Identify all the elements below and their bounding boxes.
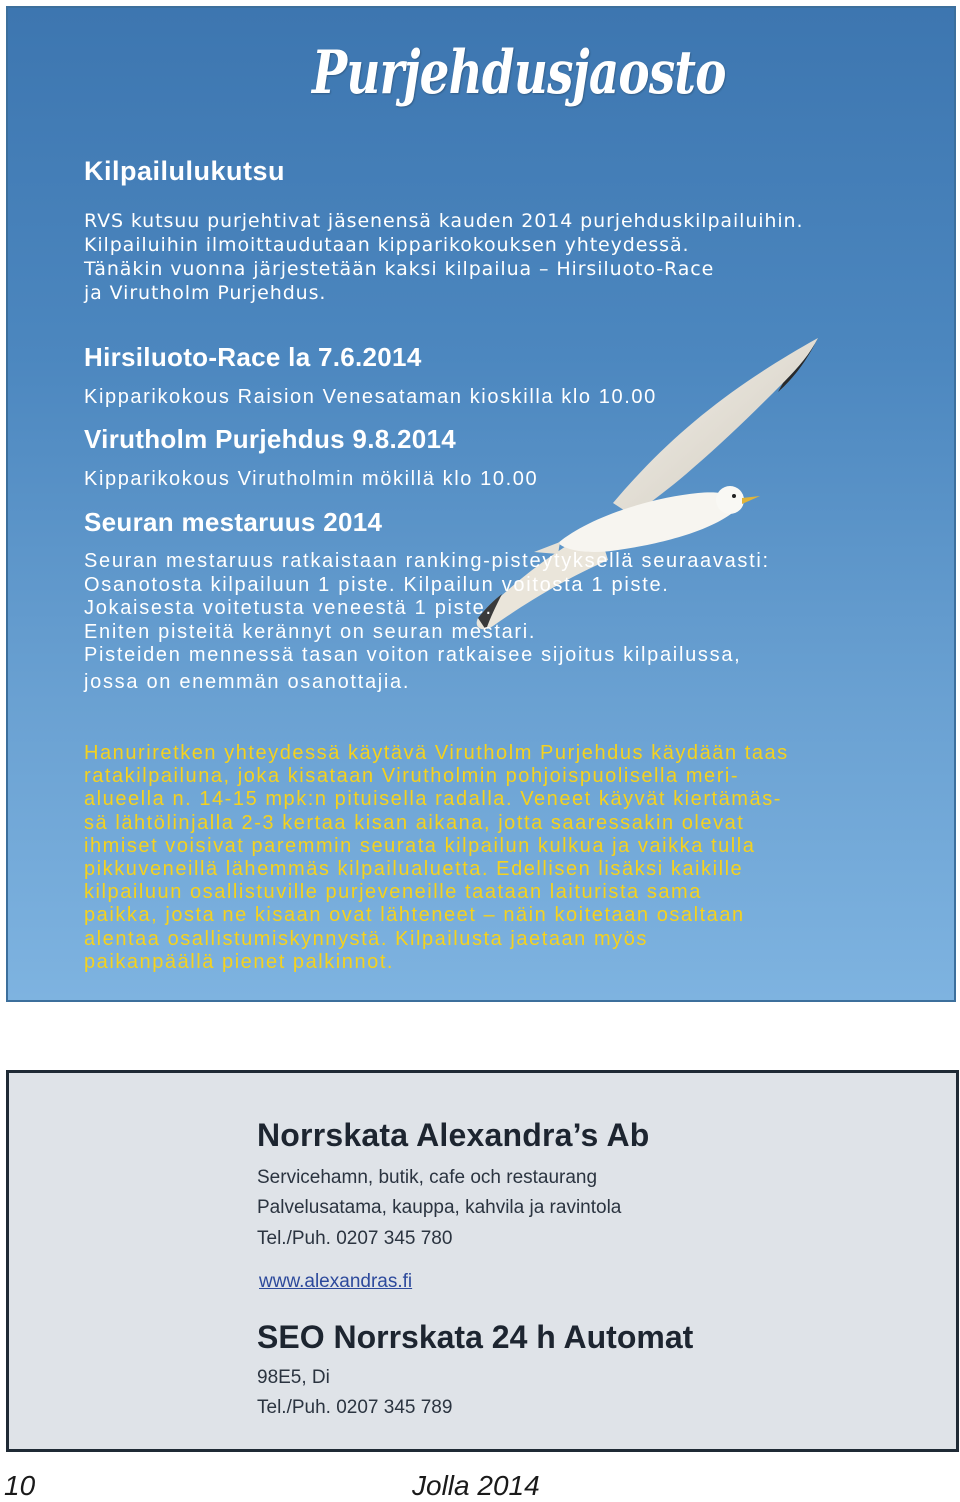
- info-line: sä lähtölinjalla 2-3 kertaa kisan aikana, jotta saaressakin olevat: [84, 811, 745, 834]
- info-line: kilpailuun osallistuville purjeveneille taataan laiturista sama: [84, 881, 702, 904]
- page-number: 10: [4, 1470, 36, 1501]
- race-subtitle-virutholm: Kipparikokous Virutholmin mökillä klo 10.00: [84, 468, 539, 490]
- ad-automat-phone: Tel./Puh. 0207 345 789: [257, 1397, 453, 1418]
- invitation-panel: [6, 6, 956, 1002]
- info-line: ihmiset voisivat paremmin seurata kilpailun kulkua ja vaikka tulla: [84, 834, 756, 857]
- publication-name: Jolla 2014: [412, 1470, 540, 1501]
- advertisement: [6, 1070, 959, 1452]
- mestaruus-line: Seuran mestaruus ratkaistaan ranking-pisteytyksellä seuraavasti:: [84, 550, 770, 572]
- intro-paragraph: [84, 209, 884, 305]
- mestaruus-line: Osanotosta kilpailuun 1 piste. Kilpailun voitosta 1 piste.: [84, 573, 670, 596]
- info-line: Hanuriretken yhteydessä käytävä Virutholm Purjehdus käydään taas: [84, 742, 789, 764]
- race-title-hirsiluoto: Hirsiluoto-Race la 7.6.2014: [84, 342, 422, 372]
- page-title: Purjehdusjaosto: [312, 38, 726, 108]
- info-line: alentaa osallistumiskynnystä. Kilpailusta jaetaan myös: [84, 927, 648, 950]
- info-line: pikkuveneillä lähemmäs kilpailualuetta. Edellisen lisäksi kaikille: [84, 858, 744, 881]
- ad-phone: Tel./Puh. 0207 345 780: [257, 1228, 453, 1249]
- ad-automat-name: SEO Norrskata 24 h Automat: [257, 1319, 694, 1355]
- race-title-mestaruus: Seuran mestaruus 2014: [84, 507, 383, 537]
- ad-fuel-types: 98E5, Di: [257, 1367, 330, 1388]
- info-line: paikanpäällä pienet palkinnot.: [84, 950, 395, 973]
- race-subtitle-hirsiluoto: Kipparikokous Raision Venesataman kioskilla klo 10.00: [84, 386, 657, 408]
- intro-line: Tänäkin vuonna järjestetään kaksi kilpailua – Hirsiluoto-Race: [84, 258, 715, 280]
- section-heading: Kilpailulukutsu: [84, 156, 286, 186]
- intro-line: Kilpailuihin ilmoittaudutaan kipparikokouksen yhteydessä.: [84, 234, 690, 256]
- mestaruus-line: Eniten pisteitä kerännyt on seuran mestari.: [84, 620, 537, 643]
- intro-line: ja Virutholm Purjehdus.: [84, 282, 327, 304]
- ad-services-fi: Palvelusatama, kauppa, kahvila ja ravintola: [257, 1197, 622, 1218]
- mestaruus-line: Jokaisesta voitetusta veneestä 1 piste.: [84, 597, 493, 619]
- mestaruus-line: Pisteiden mennessä tasan voiton ratkaisee sijoitus kilpailussa,: [84, 644, 742, 666]
- intro-line: RVS kutsuu purjehtivat jäsenensä kauden 2014 purjehduskilpailuihin.: [84, 210, 804, 232]
- ad-services-sv: Servicehamn, butik, cafe och restaurang: [257, 1167, 598, 1188]
- virutholm-info-paragraph: [84, 742, 904, 974]
- info-line: paikka, josta ne kisaan ovat lähteneet – näin koitetaan osaltaan: [84, 904, 745, 927]
- info-line: ratakilpailuna, joka kisataan Virutholmin pohjoispuolisella meri-: [84, 765, 740, 788]
- mestaruus-paragraph: [84, 550, 904, 694]
- ad-website-link[interactable]: www.alexandras.fi: [259, 1271, 413, 1292]
- race-title-virutholm: Virutholm Purjehdus 9.8.2014: [84, 424, 457, 454]
- ad-company-name: Norrskata Alexandra’s Ab: [257, 1117, 650, 1153]
- info-line: alueella n. 14-15 mpk:n pituisella radalla. Veneet käyvät kiertämäs-: [84, 788, 782, 811]
- mestaruus-line: jossa on enemmän osanottajia.: [84, 670, 411, 693]
